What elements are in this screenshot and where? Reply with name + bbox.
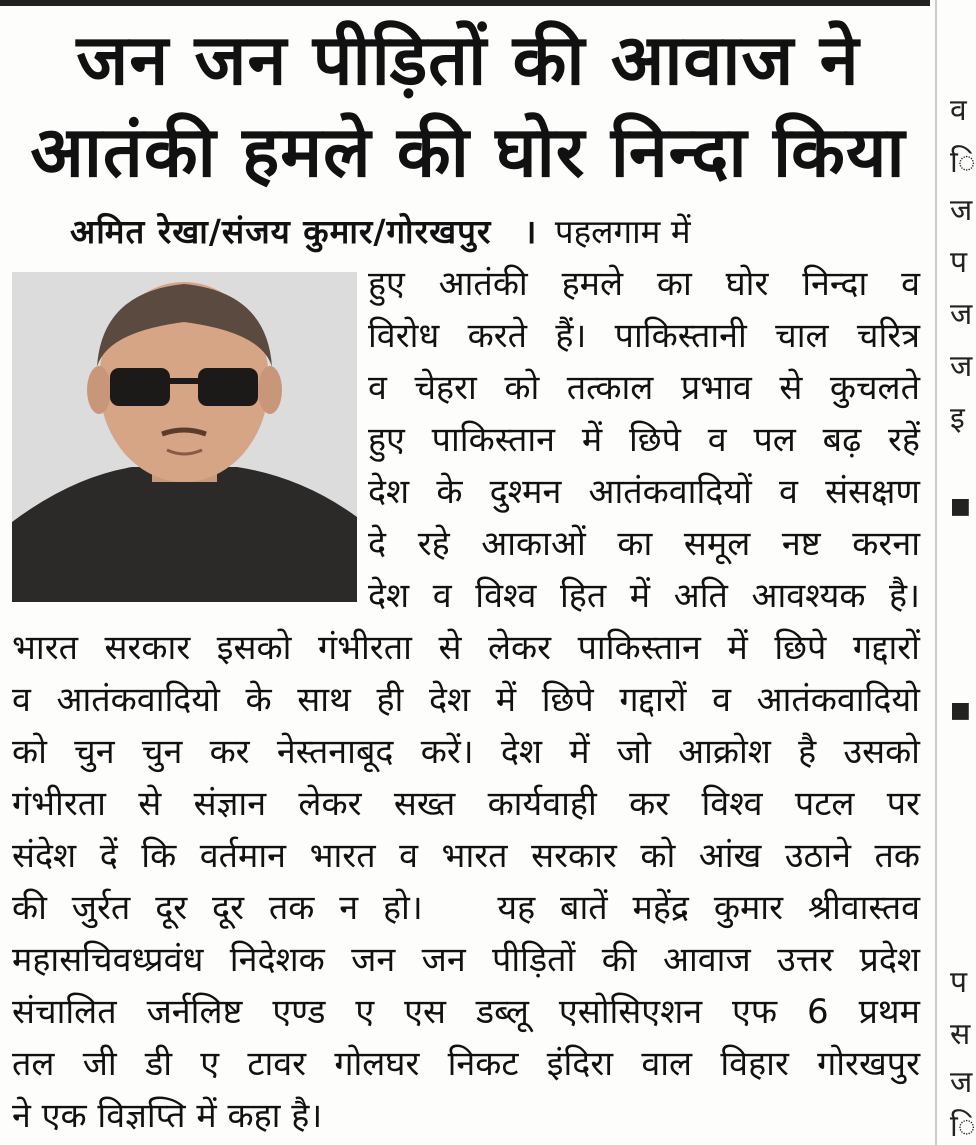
article-line: भारत सरकार इसको गंभीरता से लेकर पाकिस्तान में छिपे गद्दारों (12, 628, 920, 668)
article-line: दे रहे आकाओं का समूल नष्ट करना (368, 524, 920, 564)
article-line: तल जी डी ए टावर गोलघर निकट इंदिरा वाल विहार गोरखपुर (12, 1044, 920, 1084)
adjacent-column-fragment: ज (950, 297, 973, 332)
adjacent-column-bullet: ■ (950, 698, 971, 723)
article-line: को चुन चुन कर नेस्तनाबूद करें। देश में जो आक्रोश है उसको (12, 732, 920, 772)
portrait-illustration (12, 272, 357, 602)
article-line: गंभीरता से संज्ञान लेकर सख्त कार्यवाही कर विश्व पटल पर (12, 784, 920, 824)
adjacent-column-fragment: ि (950, 145, 976, 180)
adjacent-column-fragment: स (950, 1017, 971, 1052)
adjacent-column-bullet: ■ (950, 494, 971, 519)
adjacent-column-fragment: प (950, 965, 968, 1000)
article-line: विरोध करते हैं। पाकिस्तानी चाल चरित्र (368, 316, 920, 356)
headline-line-2: आतंकी हमले की घोर निन्दा किया (30, 111, 906, 193)
headline-line-1: जन जन पीड़ितों की आवाज ने (76, 19, 860, 101)
article-line: की जुर्रत दूर दूर तक न हो। यह बातें महेंद्र कुमार श्रीवास्तव (12, 888, 920, 928)
article-line: देश के दुश्मन आतंकवादियों व संसक्षण (368, 472, 920, 512)
article-line: संदेश दें कि वर्तमान भारत व भारत सरकार को आंख उठाने तक (12, 836, 920, 876)
article-line: हुए पाकिस्तान में छिपे व पल बढ़ रहें (368, 420, 920, 460)
article-line: संचालित जर्नलिष्ट एण्ड ए एस डब्लू एसोसिएशन एफ 6 प्रथम (12, 992, 920, 1032)
adjacent-column-fragment: ज (950, 193, 973, 228)
byline-lead-text: पहलगाम में (554, 212, 691, 251)
article-line: हुए आतंकी हमले का घोर निन्दा व (368, 264, 920, 304)
adjacent-column-fragment: ि (950, 1109, 976, 1144)
adjacent-column-fragment: ज (950, 1065, 973, 1100)
byline (70, 208, 920, 256)
adjacent-column-fragment: व (950, 93, 967, 128)
top-rule (0, 0, 930, 6)
article-line: व चेहरा को तत्काल प्रभाव से कुचलते (368, 368, 920, 408)
byline-authors: अमित रेखा/संजय कुमार/गोरखपुर (70, 212, 492, 251)
article-line-last: ने एक विज्ञप्ति में कहा है। (12, 1096, 323, 1136)
portrait-photo (12, 272, 357, 602)
article-line: देश व विश्व हित में अति आवश्यक है। (368, 576, 920, 616)
article-line: व आतंकवादियो के साथ ही देश में छिपे गद्दारों व आतंकवादियो (12, 680, 920, 720)
adjacent-column-fragment: प (950, 245, 968, 280)
article-line: महासचिवध्प्रवंध निदेशक जन जन पीड़ितों की आवाज उत्तर प्रदेश (12, 940, 920, 980)
adjacent-column-fragment: ज (950, 349, 973, 384)
adjacent-column-fragment: इ (950, 401, 965, 436)
byline-separator: । (523, 212, 537, 251)
column-divider (935, 0, 937, 1145)
headline (8, 14, 928, 198)
